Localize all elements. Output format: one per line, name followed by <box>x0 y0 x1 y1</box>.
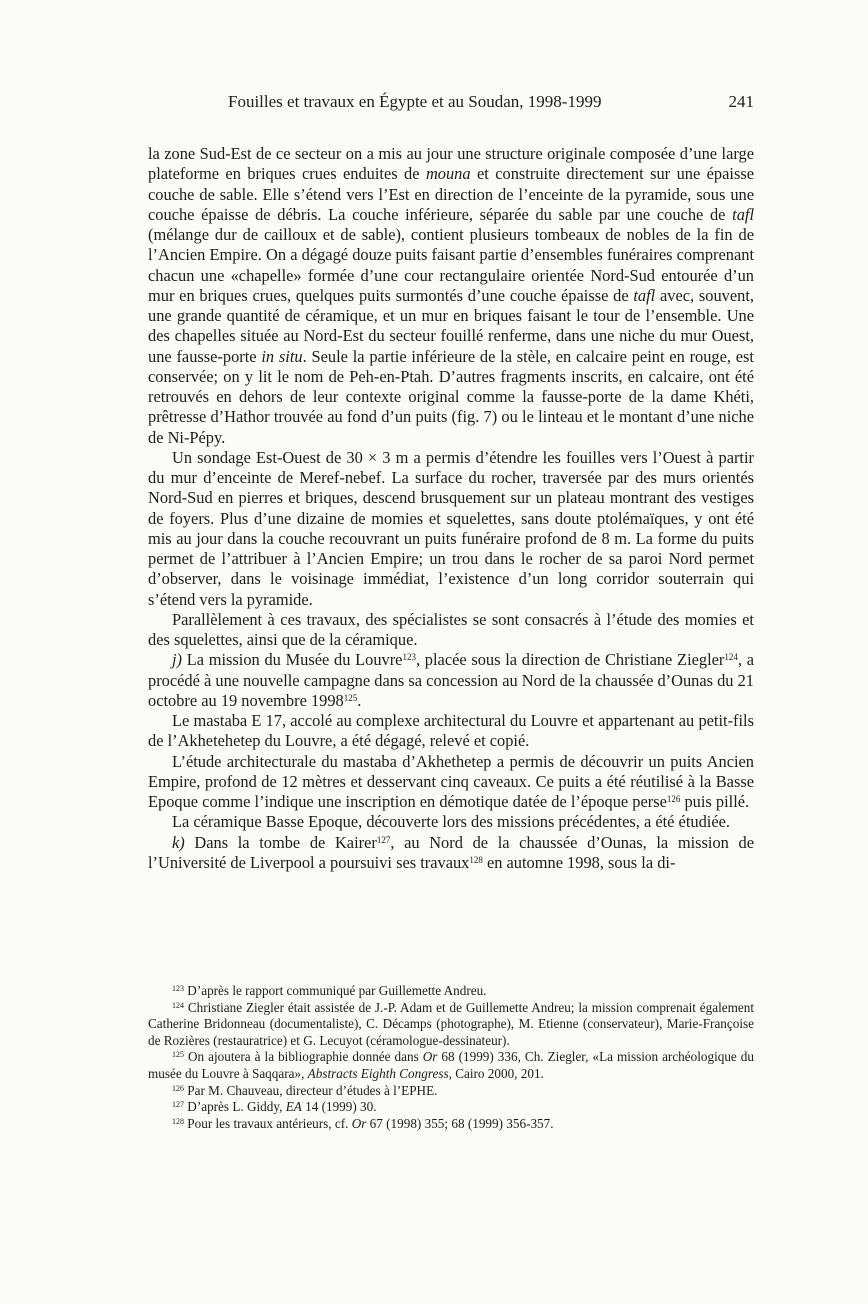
italic-term: Or <box>422 1049 438 1065</box>
footnote-ref[interactable]: 124 <box>724 652 738 663</box>
italic-term: in situ <box>261 346 303 366</box>
footnote-number: 126 <box>172 1083 184 1093</box>
footnote-text: 68 (1999) 336, Ch. Ziegler, «La mission archéologique du musée du Louvre à Saqqara», <box>148 1049 754 1081</box>
paragraph-zone-sud-est <box>148 144 754 448</box>
page-header <box>148 92 754 116</box>
paragraph-mastaba-e17: Le mastaba E 17, accolé au complexe architectural du Louvre et appartenant au petit-fils de l’Akhetehetep du Louvre, a été dégagé, relevé et copié. <box>148 711 754 751</box>
footnote-number: 127 <box>172 1100 184 1110</box>
text-run: (mélange dur de cailloux et de sable), contient plusieurs tombeaux de nobles de la fin de l’Ancien Empire. On a dégagé douze puits faisant partie d’ensembles funéraires comprenant chacun une «chapelle» formée d’une cour rectangulaire orientée Nord-Sud entourée d’un mur en briques crues, quelques puits surmontés d’une couche épaisse de <box>148 225 754 305</box>
footnote-number: 125 <box>172 1050 184 1060</box>
text-run: en automne 1998, sous la di- <box>482 852 676 872</box>
italic-term: EA <box>285 1099 302 1115</box>
footnote-ref[interactable]: 126 <box>666 794 681 804</box>
text-run: et construite directement sur une épaisse couche de sable. Elle s’étend vers l’Est en direction de l’enceinte de la pyramide, sous une couche épaisse de débris. La couche inférieure, séparée du sable par une couche de <box>148 164 754 224</box>
footnote-125 <box>148 1049 754 1082</box>
footnote-text: D’après L. Giddy, <box>184 1099 286 1115</box>
italic-term: mouna <box>425 164 471 184</box>
text-run: , au Nord de la chaussée d’Ounas, la mission de l’Université de Liverpool a poursuivi ses travaux <box>148 832 754 872</box>
running-title: Fouilles et travaux en Égypte et au Soudan, 1998-1999 <box>228 92 602 111</box>
body-text <box>148 144 754 873</box>
paragraph-akhethetep <box>148 752 754 813</box>
footnote-text: D’après le rapport communiqué par Guillemette Andreu. <box>184 983 487 998</box>
text-run: La mission du Musée du Louvre <box>182 650 403 670</box>
text-run: avec, souvent, une grande quantité de céramique, et un mur en briques faisant le tour de l’ensemble. Une des chapelles située au Nord-Est du secteur fouillé renferme, dans une niche du mur Ouest, une fausse-porte <box>148 285 754 366</box>
footnote-ref[interactable]: 128 <box>469 854 483 865</box>
text-run: Dans la tombe de Kairer <box>184 832 377 852</box>
page-number: 241 <box>728 92 754 111</box>
footnote-128 <box>148 1116 754 1133</box>
footnote-ref[interactable]: 123 <box>402 652 416 663</box>
italic-term: tafl <box>633 285 656 305</box>
footnote-123 <box>148 983 754 1000</box>
text-run: la zone Sud-Est de ce secteur on a mis au jour une structure originale composée d’une large plateforme en briques crues enduites de <box>148 144 754 184</box>
footnote-text: 67 (1998) 355; 68 (1999) 356-357. <box>366 1115 554 1131</box>
footnote-text: Pour les travaux antérieurs, cf. <box>184 1115 352 1131</box>
text-run: , placée sous la direction de Christiane Ziegler <box>415 650 725 670</box>
text-run: . <box>357 690 362 710</box>
footnote-124 <box>148 1000 754 1050</box>
footnote-number: 128 <box>172 1116 184 1126</box>
footnote-127 <box>148 1099 754 1116</box>
section-letter: k) <box>172 832 185 852</box>
footnote-text: Par M. Chauveau, directeur d’études à l’EPHE. <box>184 1082 438 1098</box>
paragraph-kairer <box>148 833 754 874</box>
footnote-text: 14 (1999) 30. <box>301 1099 377 1115</box>
footnote-ref[interactable]: 125 <box>343 692 358 703</box>
paragraph-specialistes: Parallèlement à ces travaux, des spécialistes se sont consacrés à l’étude des momies et des squelettes, ainsi que de la céramique. <box>148 609 754 649</box>
footnote-126 <box>148 1083 754 1100</box>
paragraph-sondage: Un sondage Est-Ouest de 30 × 3 m a permis d’étendre les fouilles vers l’Ouest à partir du mur d’enceinte de Meref-nebef. La surface du rocher, traversée par des murs orientés Nord-Sud en pierres et briques, descend brusquement sur un plateau montrant des vestiges de foyers. Plus d’une dizaine de momies et squelettes, sans doute ptolémaïques, y ont été mis au jour dans la couche recouvrant un puits funéraire profond de 8 m. La forme du puits permet de l’attribuer à l’Ancien Empire; un trou dans le rocher de sa paroi Nord permet d’observer, dans le voisinage immédiat, l’existence d’un long corridor souterrain qui s’étend vers la pyramide. <box>148 447 754 609</box>
text-run: . Seule la partie inférieure de la stèle, en calcaire peint en rouge, est conservée; on y lit le nom de Peh-en-Ptah. D’autres fragments inscrits, en calcaire, ont été retrouvés en dehors de leur contexte original comme la fausse-porte de la dame Khéti, prêtresse d’Hathor trouvée au fond d’un puits (fig. 7) ou le linteau et le montant d’une niche de Ni-Pépy. <box>148 346 754 447</box>
footnote-text: , Cairo 2000, 201. <box>448 1065 544 1081</box>
section-letter: j) <box>172 650 183 670</box>
text-run: , a procédé à une nouvelle campagne dans sa concession au Nord de la chaussée d’Ounas du 21 octobre au 19 novembre 1998 <box>148 650 754 710</box>
footnote-number: 123 <box>172 984 184 993</box>
paragraph-ceramique: La céramique Basse Epoque, découverte lors des missions précédentes, a été étudiée. <box>172 812 730 832</box>
text-run: L’étude architecturale du mastaba d’Akhethetep a permis de découvrir un puits Ancien Empire, profond de 12 mètres et desservant cinq caveaux. Ce puits a été réutilisé à la Basse Epoque comme l’indique une inscription en démotique datée de l’époque perse <box>148 751 754 811</box>
footnote-ref[interactable]: 127 <box>376 834 391 845</box>
footnote-text: Christiane Ziegler était assistée de J.-P. Adam et de Guillemette Andreu; la mission comprenait également Catherine Bridonneau (documentaliste), C. Décamps (photographe), M. Etienne (conservateur), Marie-Françoise de Rozières (restauratrice) et G. Lecuyot (céramologue-dessinateur). <box>148 999 754 1048</box>
italic-term: Or <box>351 1115 367 1131</box>
footnotes <box>148 983 754 1132</box>
footnote-text: On ajoutera à la bibliographie donnée dans <box>184 1049 423 1065</box>
paragraph-mission-louvre <box>148 650 754 711</box>
text-run: puis pillé. <box>680 792 750 811</box>
italic-term: tafl <box>732 204 754 224</box>
italic-term: Abstracts Eighth Congress <box>307 1065 449 1081</box>
footnote-number: 124 <box>172 1000 184 1010</box>
